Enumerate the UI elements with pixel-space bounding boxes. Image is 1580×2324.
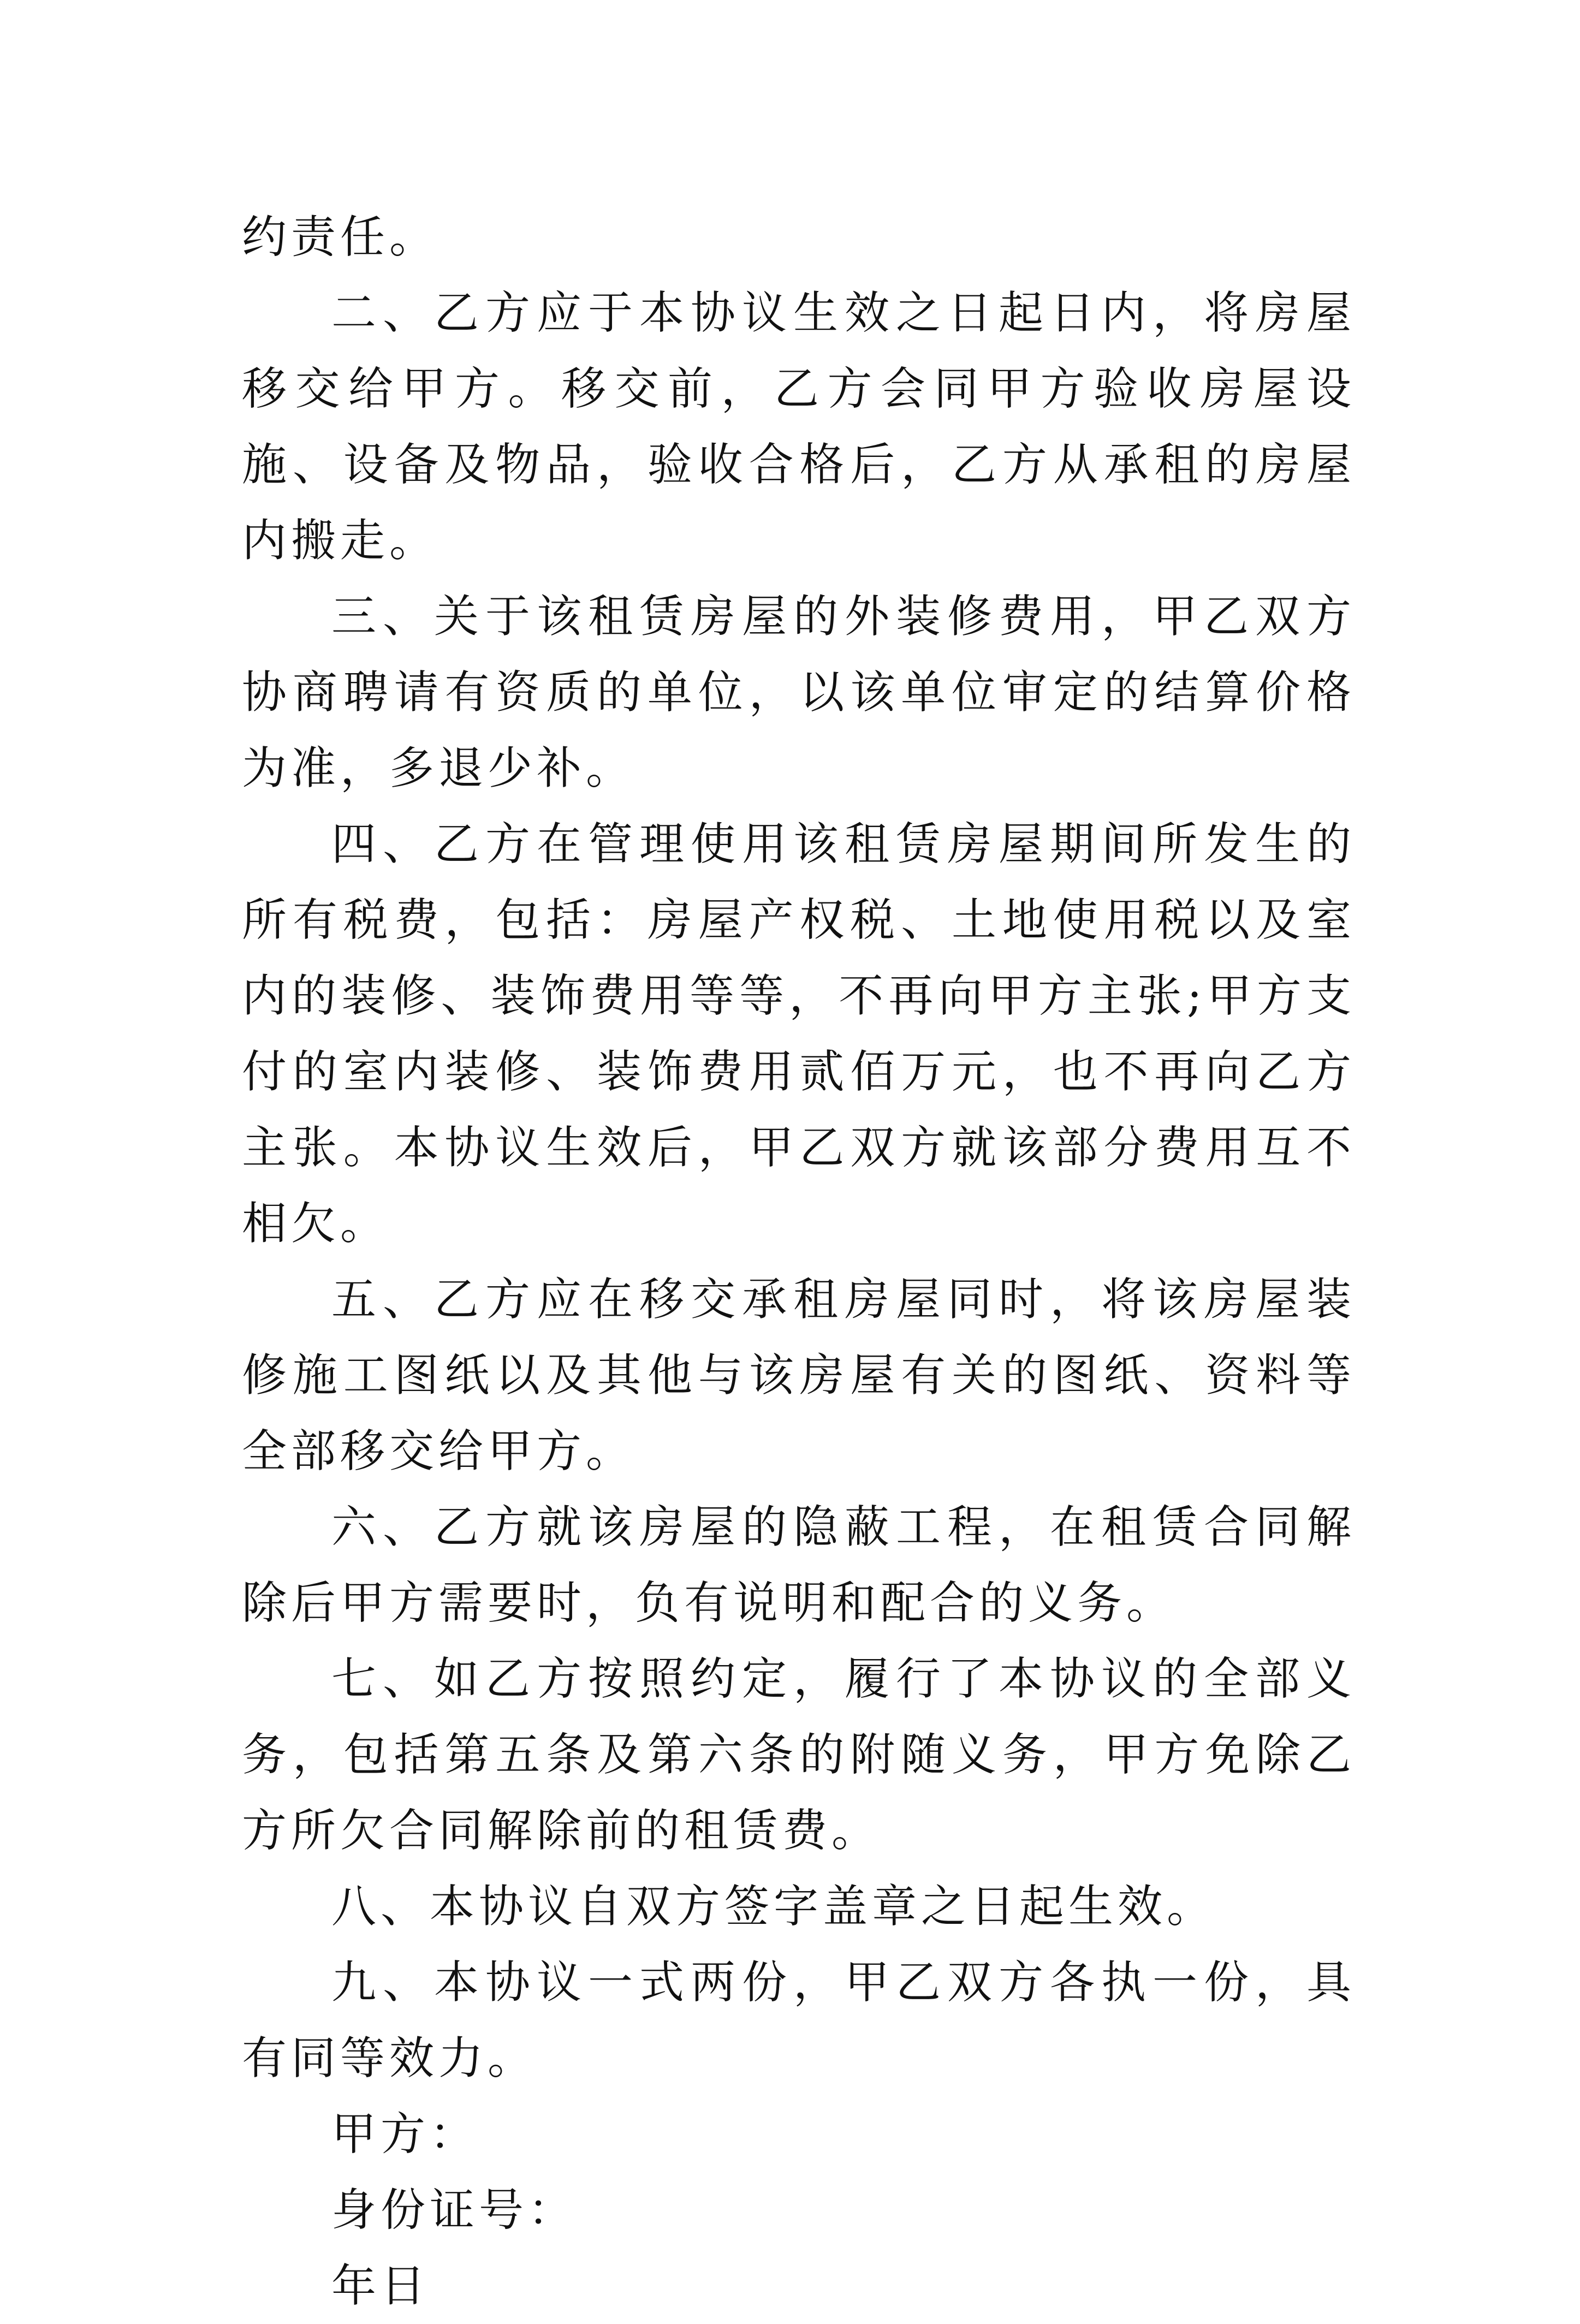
signature-block (242, 2096, 1356, 2324)
clause-2: 二、乙方应于本协议生效之日起日内，将房屋移交给甲方。移交前，乙方会同甲方验收房屋设施、设备及物品，验收合格后，乙方从承租的房屋内搬走。 (242, 287, 1356, 567)
clause-9: 九、本协议一式两份，甲乙双方各执一份，具有同等效力。 (242, 1957, 1356, 2084)
clause-4: 四、乙方在管理使用该租赁房屋期间所发生的所有税费，包括：房屋产权税、土地使用税以及室内的装修、装饰费用等等，不再向甲方主张;甲方支付的室内装修、装饰费用贰佰万元，也不再向乙方主张。本协议生效后，甲乙双方就该部分费用互不相欠。 (242, 818, 1356, 1250)
party-a-label: 甲方： (331, 2108, 479, 2160)
id-number-label: 身份证号： (331, 2184, 578, 2236)
clause-5: 五、乙方应在移交承租房屋同时，将该房屋装修施工图纸以及其他与该房屋有关的图纸、资料等全部移交给甲方。 (242, 1274, 1356, 1477)
clause-7: 七、如乙方按照约定，履行了本协议的全部义务，包括第五条及第六条的附随义务，甲方免除乙方所欠合同解除前的租赁费。 (242, 1653, 1356, 1857)
date-label: 年日 (331, 2260, 430, 2312)
clause-8: 八、本协议自双方签字盖章之日起生效。 (331, 1881, 1216, 1933)
continuation-paragraph: 约责任。 (242, 211, 439, 263)
clause-6: 六、乙方就该房屋的隐蔽工程，在租赁合同解除后甲方需要时，负有说明和配合的义务。 (242, 1501, 1356, 1629)
clause-3: 三、关于该租赁房屋的外装修费用，甲乙双方协商聘请有资质的单位，以该单位审定的结算价格为准，多退少补。 (242, 591, 1356, 794)
document-body (242, 199, 1356, 2324)
